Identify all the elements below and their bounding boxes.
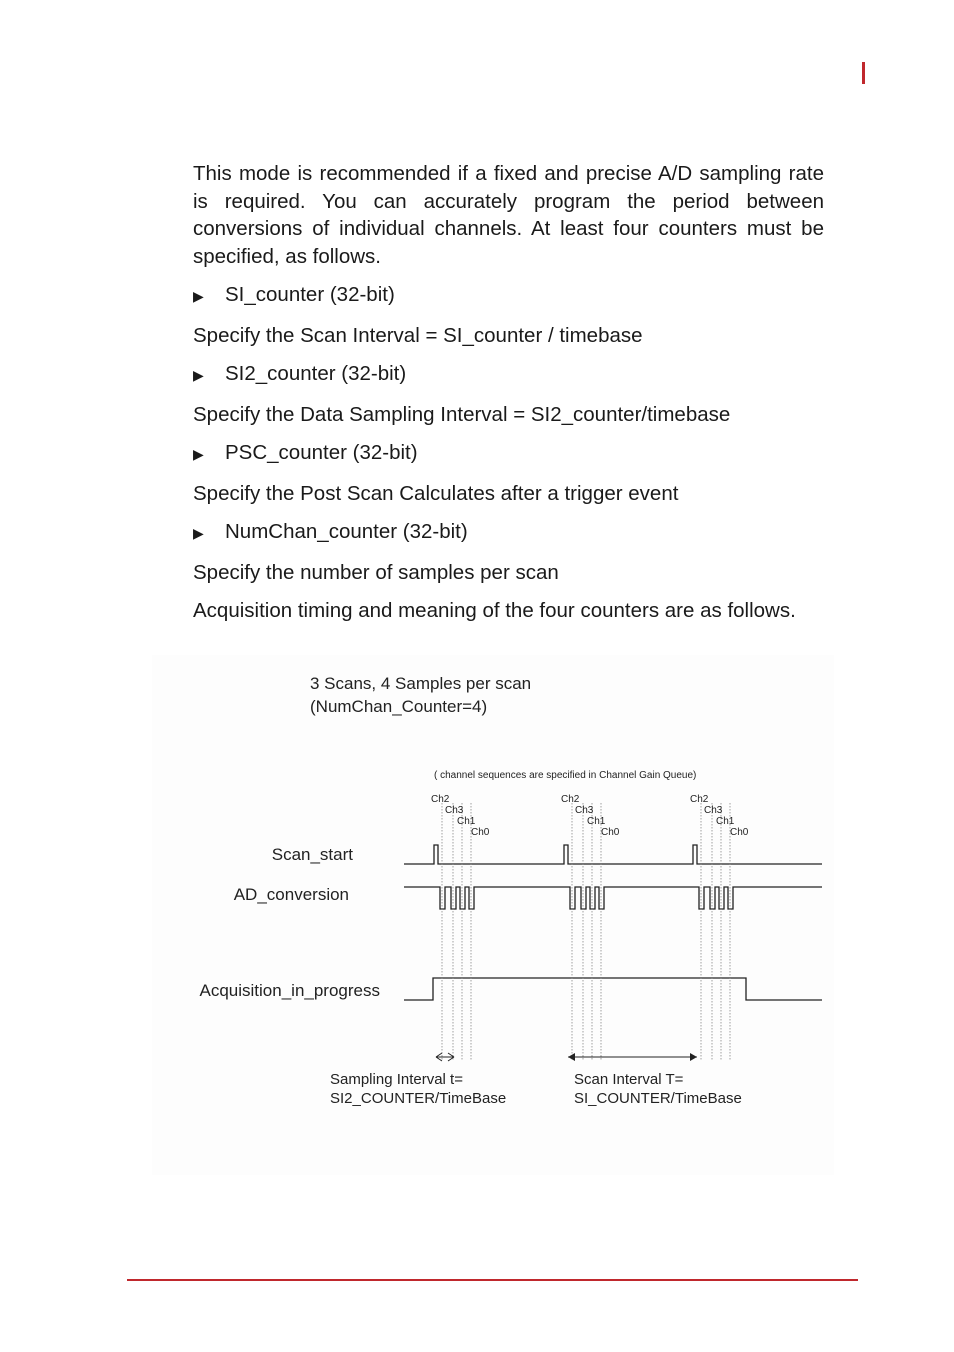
channel-label: Ch3 [575, 805, 594, 816]
si-counter-description: Specify the Scan Interval = SI_counter / timebase [193, 323, 643, 347]
bullet-label: SI_counter (32-bit) [225, 283, 395, 306]
channel-label: Ch2 [690, 794, 709, 805]
channel-label: Ch0 [471, 827, 490, 838]
acquisition-trace [404, 978, 822, 1000]
triangle-bullet-icon: ▶ [193, 525, 204, 541]
timing-diagram-svg [152, 655, 834, 1175]
outro-paragraph: Acquisition timing and meaning of the four counters are as follows. [193, 599, 796, 622]
channel-label: Ch1 [587, 816, 606, 827]
si2-counter-description: Specify the Data Sampling Interval = SI2_counter/timebase [193, 402, 731, 426]
triangle-bullet-icon: ▶ [193, 446, 204, 462]
channel-label: Ch1 [716, 816, 735, 827]
bullet-label: NumChan_counter (32-bit) [225, 520, 468, 543]
scan-interval-marker [568, 1053, 697, 1061]
scan-interval-line1: Scan Interval T= [574, 1071, 684, 1088]
signal-label-ad-conversion: AD_conversion [233, 885, 349, 904]
bullet-psc-counter [193, 439, 824, 469]
channel-label: Ch1 [457, 816, 476, 827]
channel-label: Ch2 [431, 794, 450, 805]
channel-label: Ch2 [561, 794, 580, 805]
channel-guides [442, 803, 730, 1061]
timing-diagram [152, 655, 834, 1175]
psc-counter-description: Specify the Post Scan Calculates after a trigger event [193, 481, 679, 505]
channel-label: Ch0 [730, 827, 749, 838]
scan-start-trace [404, 845, 822, 864]
footer-rule [127, 1279, 858, 1281]
figure-title-line1: 3 Scans, 4 Samples per scan [310, 674, 532, 693]
sampling-interval-line2: SI2_COUNTER/TimeBase [330, 1090, 507, 1107]
triangle-bullet-icon: ▶ [193, 288, 204, 304]
bullet-si-counter [193, 281, 824, 311]
signal-label-scan-start: Scan_start [271, 845, 353, 864]
bullet-si2-counter [193, 360, 824, 390]
figure-title-line2: (NumChan_Counter=4) [310, 697, 488, 716]
channel-note: ( channel sequences are specified in Channel Gain Queue) [434, 770, 697, 781]
bullet-numchan-counter [193, 518, 824, 548]
triangle-bullet-icon: ▶ [193, 367, 204, 383]
channel-label: Ch3 [704, 805, 723, 816]
channel-label: Ch3 [445, 805, 464, 816]
signal-traces [404, 845, 822, 1000]
page-content [193, 160, 824, 636]
channel-label: Ch0 [601, 827, 620, 838]
sampling-interval-marker [436, 1053, 454, 1061]
sampling-interval-line1: Sampling Interval t= [330, 1071, 463, 1088]
bullet-label: SI2_counter (32-bit) [225, 362, 407, 385]
intro-paragraph: This mode is recommended if a fixed and precise A/D sampling rate is required. You can accurately program the period between conversions of individual channels. At least four counters must be specified, as follows. [193, 162, 824, 268]
signal-label-acquisition: Acquisition_in_progress [199, 981, 380, 1000]
ad-conversion-trace [404, 887, 822, 909]
numchan-counter-description: Specify the number of samples per scan [193, 560, 559, 584]
scan-interval-line2: SI_COUNTER/TimeBase [574, 1090, 742, 1107]
header-marker [862, 62, 865, 84]
bullet-label: PSC_counter (32-bit) [225, 441, 418, 464]
